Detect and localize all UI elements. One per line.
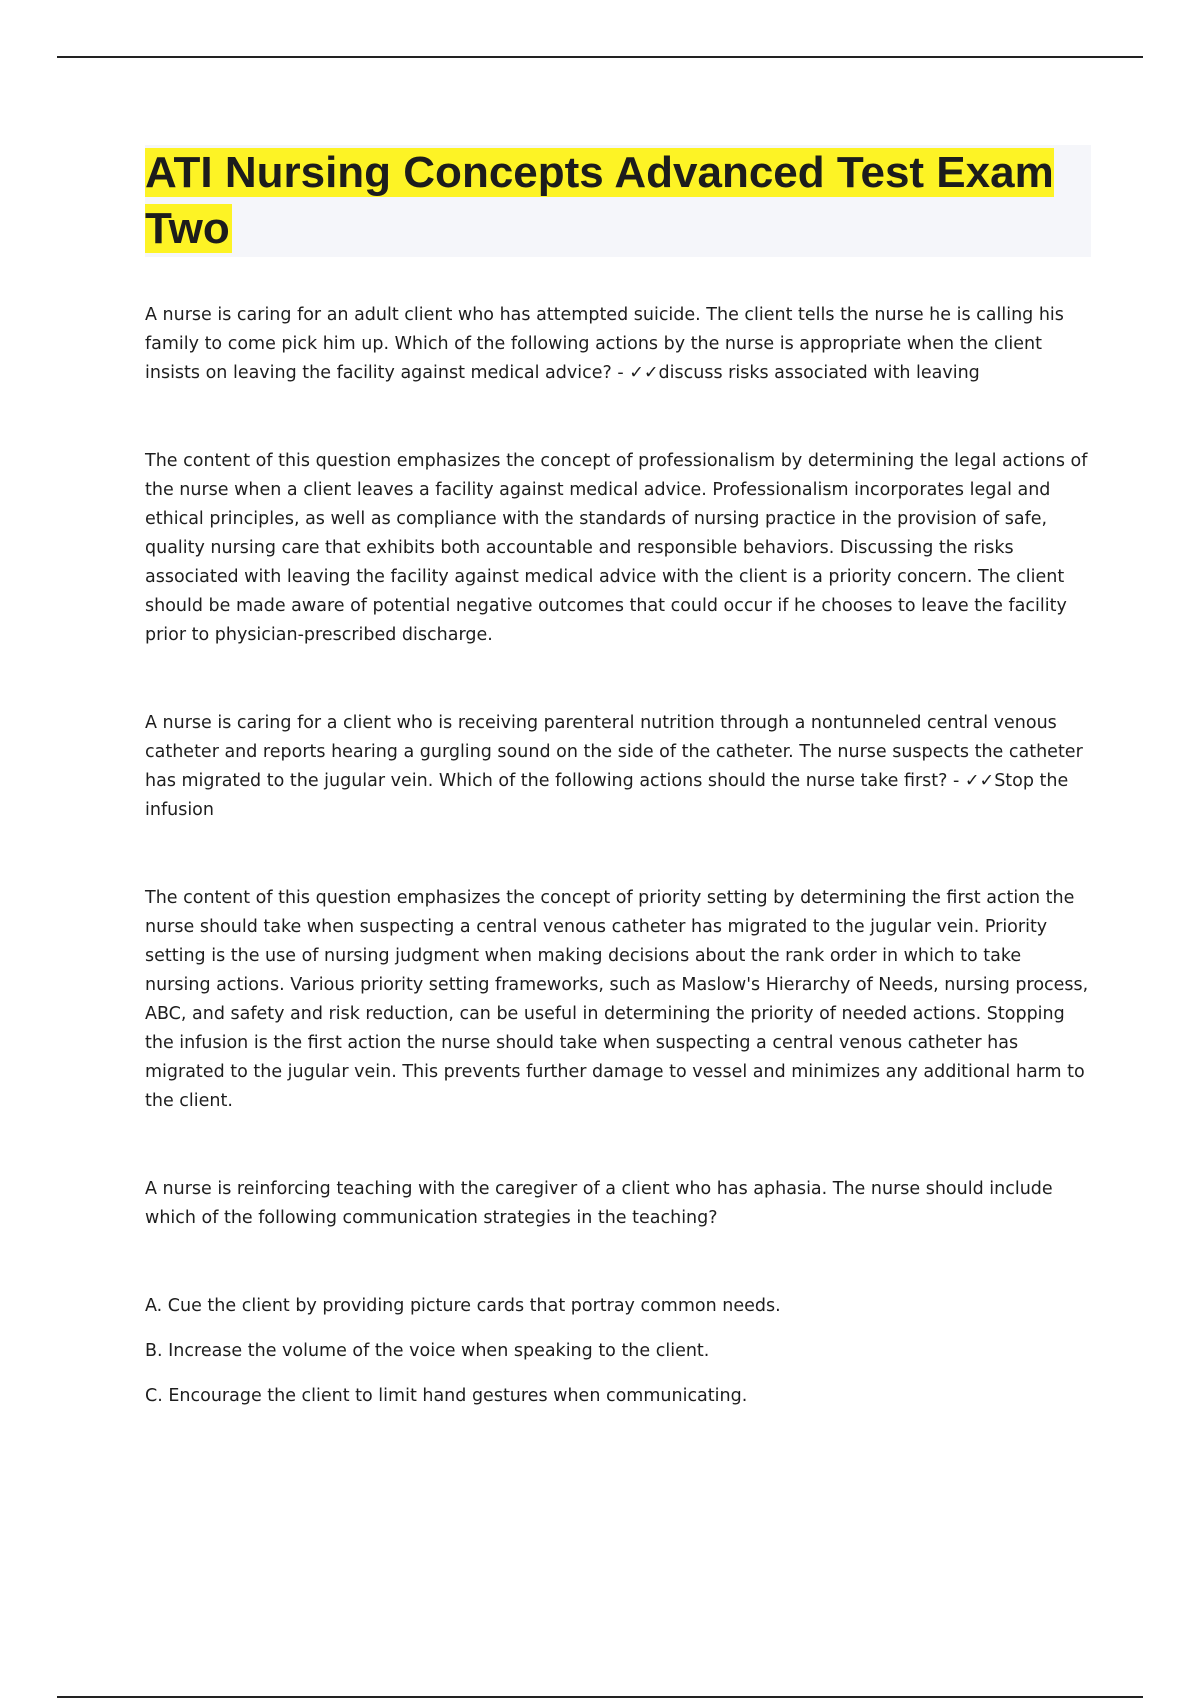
question-1-text: A nurse is caring for an adult client who has attempted suicide. The client tells the nurse he is calling his family to come pick him up. Which of the following actions by the nurse is appropriate when the client insists on leaving the facility against medical advice? - xyxy=(145,305,1064,383)
question-2 xyxy=(145,709,1091,825)
page-title xyxy=(145,145,1091,257)
document-body xyxy=(145,301,1091,1427)
check-mark-icon: ✓✓ xyxy=(964,771,995,791)
option-c: C. Encourage the client to limit hand gestures when communicating. xyxy=(145,1386,748,1406)
title-highlight: ATI Nursing Concepts Advanced Test Exam Two xyxy=(145,148,1054,253)
question-2-text: A nurse is caring for a client who is receiving parenteral nutrition through a nontunneled central venous catheter and reports hearing a gurgling sound on the side of the catheter. The nurse suspects the catheter has migrated to the jugular vein. Which of the following actions should the nurse take first? - xyxy=(145,713,1083,791)
answer-1: discuss risks associated with leaving xyxy=(658,363,980,383)
check-mark-icon: ✓✓ xyxy=(629,363,659,383)
rationale-1: The content of this question emphasizes the concept of professionalism by determining the legal actions of the nurse when a client leaves a facility against medical advice. Professionalism incorporates legal and ethical principles, as well as compliance with the standards of nursing practice in the provision of safe, quality nursing care that exhibits both accountable and responsible behaviors. Discussing the risks associated with leaving the facility against medical advice with the client is a priority concern. The client should be made aware of potential negative outcomes that could occur if he chooses to leave the facility prior to physician-prescribed discharge. xyxy=(145,451,1088,645)
option-b: B. Increase the volume of the voice when speaking to the client. xyxy=(145,1341,710,1361)
rationale-2: The content of this question emphasizes the concept of priority setting by determining the first action the nurse should take when suspecting a central venous catheter has migrated to the jugular vein. Priority setting is the use of nursing judgment when making decisions about the rank order in which to take nursing actions. Various priority setting frameworks, such as Maslow's Hierarchy of Needs, nursing process, ABC, and safety and risk reduction, can be useful in determining the priority of needed actions. Stopping the infusion is the first action the nurse should take when suspecting a central venous catheter has migrated to the jugular vein. This prevents further damage to vessel and minimizes any additional harm to the client. xyxy=(145,888,1089,1111)
option-a: A. Cue the client by providing picture cards that portray common needs. xyxy=(145,1296,781,1316)
title-block xyxy=(145,145,1091,257)
answer-2: Stop the infusion xyxy=(145,771,1069,820)
page-bottom-rule xyxy=(57,1696,1143,1698)
question-3: A nurse is reinforcing teaching with the caregiver of a client who has aphasia. The nurse should include which of the following communication strategies in the teaching? xyxy=(145,1179,1053,1228)
question-1 xyxy=(145,301,1091,388)
page-top-rule xyxy=(57,56,1143,58)
